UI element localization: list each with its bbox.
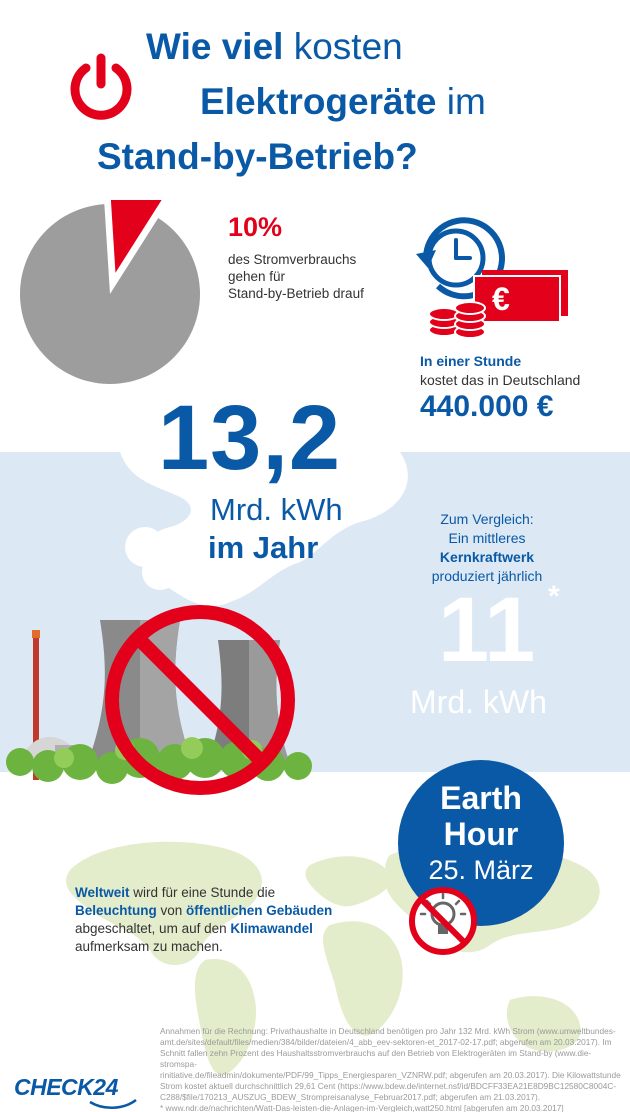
yearly-period: im Jahr <box>208 530 319 565</box>
euro-symbol: € <box>492 281 510 317</box>
earth-hour-date: 25. März <box>428 855 534 885</box>
cost-caption <box>420 352 580 390</box>
worldwide-highlight: Klimawandel <box>230 921 313 936</box>
comparison-line-bold: Kernkraftwerk <box>439 549 535 565</box>
footnote-line: C288/$file/170213_AUSZUG_BDEW_Strompreisanalyse_Februar2017.pdf; abgerufen am 21.03.2017). <box>160 1092 541 1102</box>
cost-label: kostet das in Deutschland <box>420 372 581 388</box>
cost-amount: 440.000 € <box>420 390 554 423</box>
worldwide-text <box>75 884 395 956</box>
worldwide-text-part: von <box>156 903 187 918</box>
earth-hour-line1: Earth <box>440 780 522 816</box>
footnote-line: rinitiative.de/fileadmin/dokumente/PDF/99_Tipps_Energiesparen_VZNRW.pdf; abgerufen am 20.03.2017). Die Kilowattstunde <box>160 1070 621 1080</box>
worldwide-text-part: aufmerksam zu machen. <box>75 939 223 954</box>
footnote-line: * www.ndr.de/nachrichten/Watt-Das-leisten-die-Anlagen-im-Vergleich,watt250.html [abgerufen am 20.03.2017] <box>160 1103 564 1112</box>
power-icon <box>66 52 136 124</box>
yearly-value: 13,2 <box>158 387 342 489</box>
share-caption-line: des Stromverbrauchs <box>228 252 357 267</box>
share-caption-line: Stand-by-Betrieb drauf <box>228 286 364 301</box>
title-line-2: Elektrogeräte im <box>200 81 486 122</box>
worldwide-highlight: Weltweit <box>75 885 130 900</box>
worldwide-highlight: Beleuchtung <box>75 903 157 918</box>
title-line-3: Stand-by-Betrieb? <box>97 136 418 177</box>
footnote-line: Annahmen für die Rechnung: Privathaushalte in Deutschland benötigen pro Jahr 132 Mrd. kWh Strom (www.umweltbundes- <box>160 1026 616 1036</box>
power-plant-illustration <box>0 590 330 810</box>
title-line-1: Wie viel kosten <box>146 26 403 67</box>
cost-label-bold: In einer Stunde <box>420 353 522 369</box>
comparison-line: produziert jährlich <box>431 568 543 584</box>
share-caption-line: gehen für <box>228 269 286 284</box>
clock-money-icon <box>408 214 576 344</box>
comparison-line: Ein mittleres <box>448 530 526 546</box>
comparison-asterisk: * <box>548 580 560 613</box>
comparison-value: 11 <box>438 579 536 681</box>
footnote-line: amt.de/sites/default/files/medien/384/bilder/dateien/4_abb_eev-sektoren-et_2017-02-17.pdf; abgerufen am 20.03.2017). Im <box>160 1037 612 1047</box>
share-percent: 10% <box>228 212 283 242</box>
share-caption <box>228 251 364 302</box>
no-lightbulb-icon <box>406 884 480 958</box>
worldwide-highlight: öffentlichen Gebäuden <box>186 903 333 918</box>
check24-logo: CHECK24 <box>14 1074 118 1100</box>
footnote <box>160 1026 622 1112</box>
yearly-unit: Mrd. kWh <box>210 492 343 527</box>
logo-swoosh <box>88 1098 138 1110</box>
footnote-line: Schnitt fallen zehn Prozent des Haushaltsstromverbrauchs auf den Betrieb von Elektrogeräten im Stand-by (www.die-stromspa- <box>160 1048 592 1069</box>
worldwide-text-part: wird für eine Stunde die <box>129 885 276 900</box>
comparison-text <box>412 510 562 586</box>
worldwide-text-part: abgeschaltet, um auf den <box>75 921 231 936</box>
footnote-line: Strom kostet aktuell durchschnittlich 29,61 Cent (https://www.bdew.de/internet.nsf/id/BDCFF33EA21E8D9BC12580C8004C- <box>160 1081 617 1091</box>
comparison-line: Zum Vergleich: <box>440 511 534 527</box>
comparison-unit: Mrd. kWh <box>410 684 547 720</box>
standby-share-pie <box>0 200 220 385</box>
pie-slice-rest <box>20 204 200 384</box>
earth-hour-line2: Hour <box>443 816 519 852</box>
